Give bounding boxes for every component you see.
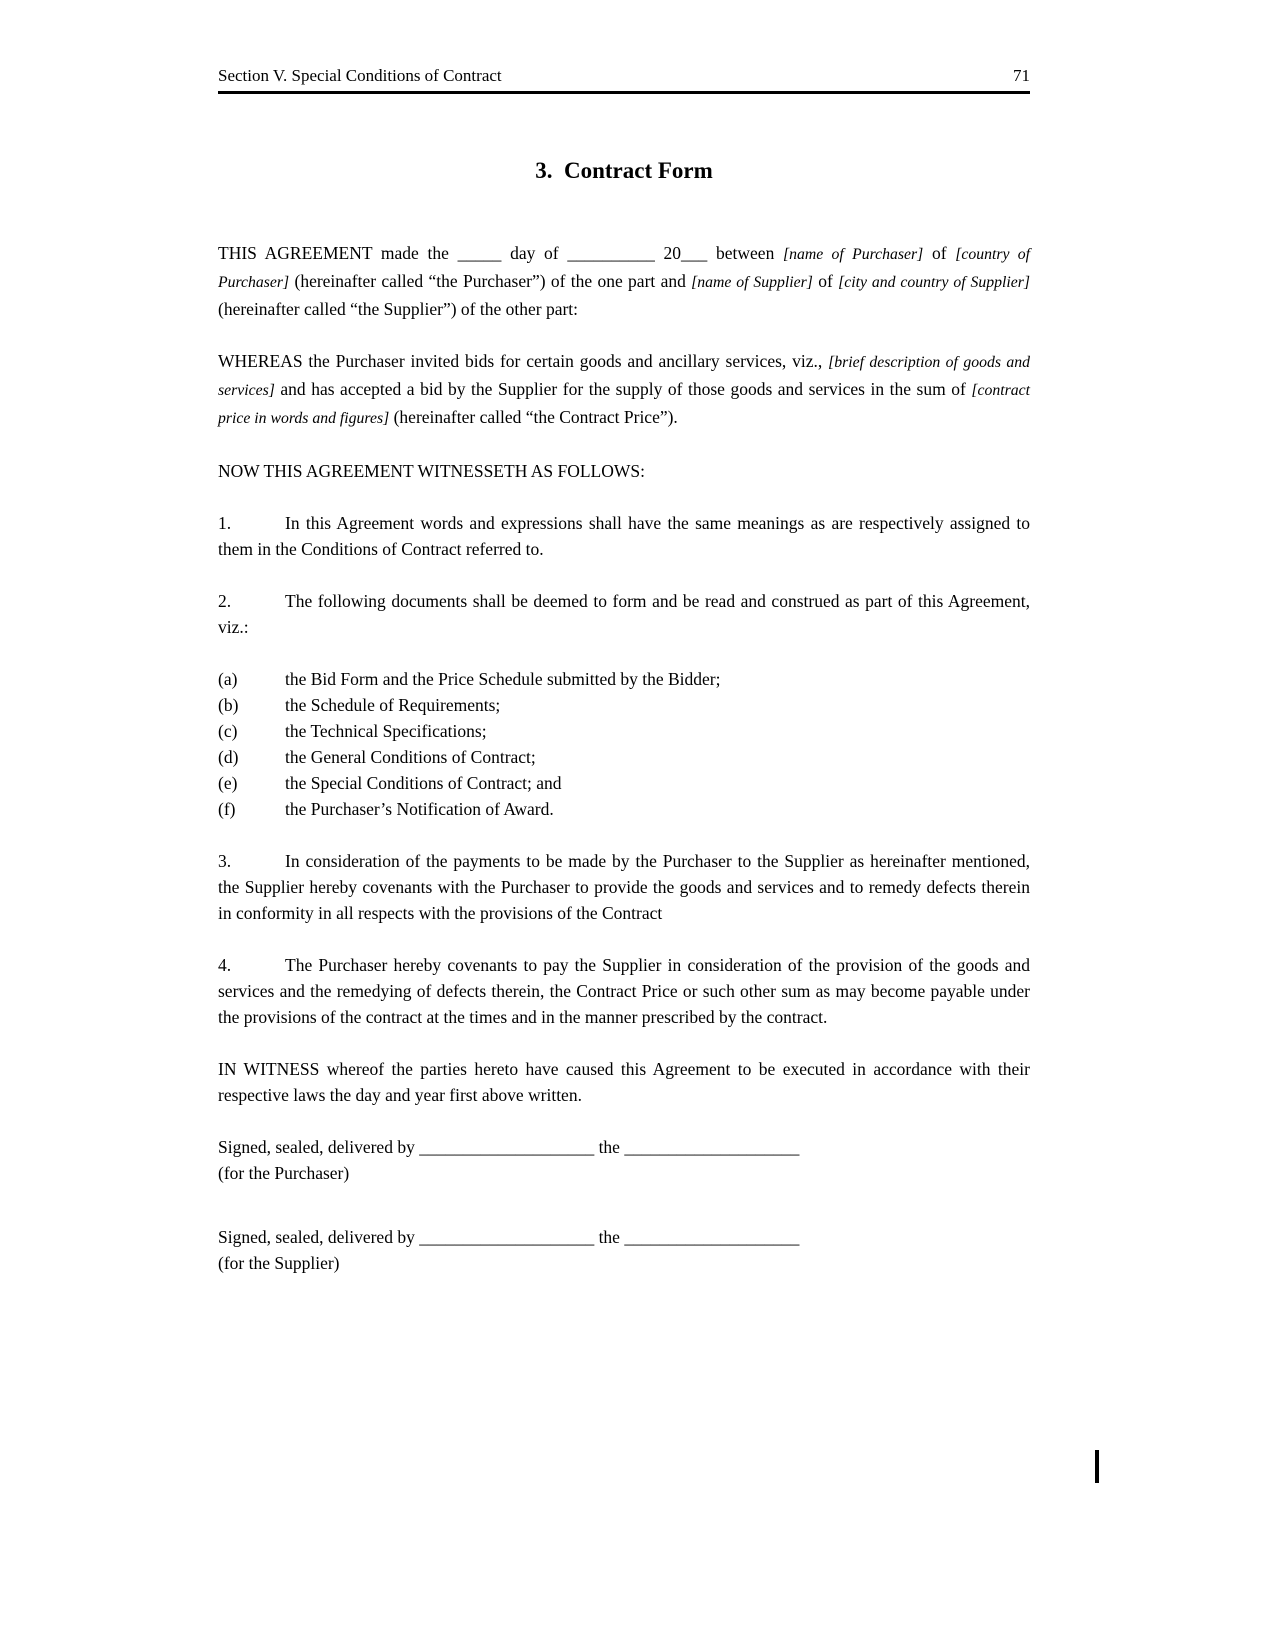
- list-item: [218, 692, 1030, 718]
- list-item: [218, 718, 1030, 744]
- revision-bar-mark: [1095, 1450, 1099, 1483]
- list-item-marker: (d): [218, 747, 239, 767]
- contract-documents-list: [218, 666, 1030, 822]
- list-item-text: the Technical Specifications;: [285, 721, 487, 741]
- list-item-text: the Schedule of Requirements;: [285, 695, 501, 715]
- clause-number: 2.: [218, 591, 232, 611]
- clause-text: In consideration of the payments to be made by the Purchaser to the Supplier as hereinafter mentioned, the Supplier hereby covenants with the Purchaser to provide the goods and services and to remedy defects therein in conformity in all respects with the provisions of the Contract: [218, 851, 1030, 923]
- list-item-text: the Bid Form and the Price Schedule submitted by the Bidder;: [285, 669, 721, 689]
- signature-line: Signed, sealed, delivered by ____________________ the ____________________: [218, 1137, 800, 1157]
- list-item: [218, 770, 1030, 796]
- in-witness-paragraph: IN WITNESS whereof the parties hereto have caused this Agreement to be executed in accordance with their respective laws the day and year first above written.: [218, 1059, 1030, 1105]
- page-content: [218, 66, 1030, 1276]
- list-item-marker: (a): [218, 669, 238, 689]
- list-item: [218, 744, 1030, 770]
- clause-text: In this Agreement words and expressions shall have the same meanings as are respectively assigned to them in the Conditions of Contract referred to.: [218, 513, 1030, 559]
- witnesseth-heading: NOW THIS AGREEMENT WITNESSETH AS FOLLOWS:: [218, 461, 645, 481]
- signature-block-supplier: [218, 1224, 1030, 1276]
- list-item-text: the Purchaser’s Notification of Award.: [285, 799, 554, 819]
- list-item-marker: (f): [218, 799, 236, 819]
- signature-line: Signed, sealed, delivered by ____________________ the ____________________: [218, 1227, 800, 1247]
- clause-number: 3.: [218, 851, 232, 871]
- clause-4: [218, 952, 1030, 1030]
- clause-text: The Purchaser hereby covenants to pay the Supplier in consideration of the provision of the goods and services and the remedying of defects therein, the Contract Price or such other sum as may become payable under the provisions of the contract at the times and in the manner prescribed by the contract.: [218, 955, 1030, 1027]
- clause-text: The following documents shall be deemed to form and be read and construed as part of this Agreement, viz.:: [218, 591, 1030, 637]
- list-item-marker: (b): [218, 695, 239, 715]
- signature-block-purchaser: [218, 1134, 1030, 1186]
- clause-number: 1.: [218, 513, 232, 533]
- list-item-marker: (e): [218, 773, 238, 793]
- list-item-text: the General Conditions of Contract;: [285, 747, 536, 767]
- page-title: 3. Contract Form: [535, 158, 713, 183]
- page-header: [218, 66, 1030, 94]
- header-section-title: Section V. Special Conditions of Contract: [218, 66, 502, 85]
- header-page-number: 71: [1013, 66, 1030, 85]
- list-item-marker: (c): [218, 721, 238, 741]
- clause-2: [218, 588, 1030, 640]
- clause-number: 4.: [218, 955, 232, 975]
- list-item: [218, 666, 1030, 692]
- list-item-text: the Special Conditions of Contract; and: [285, 773, 562, 793]
- clause-1: [218, 510, 1030, 562]
- agreement-intro-paragraph: THIS AGREEMENT made the _____ day of __________ 20___ between [name of Purchaser] of [country of Purchaser] (hereinafter called “the Purchaser”) of the one part and [name of Supplier] of [city and country of Supplier] (hereinafter called “the Supplier”) of the other part:: [218, 243, 1031, 319]
- whereas-paragraph: WHEREAS the Purchaser invited bids for certain goods and ancillary services, viz., [brief description of goods and services] and has accepted a bid by the Supplier for the supply of those goods and services in the sum of [contract price in words and figures] (hereinafter called “the Contract Price”).: [218, 351, 1031, 427]
- signatory-label: (for the Purchaser): [218, 1163, 350, 1183]
- signatory-label: (for the Supplier): [218, 1253, 340, 1273]
- list-item: [218, 796, 1030, 822]
- clause-3: [218, 848, 1030, 926]
